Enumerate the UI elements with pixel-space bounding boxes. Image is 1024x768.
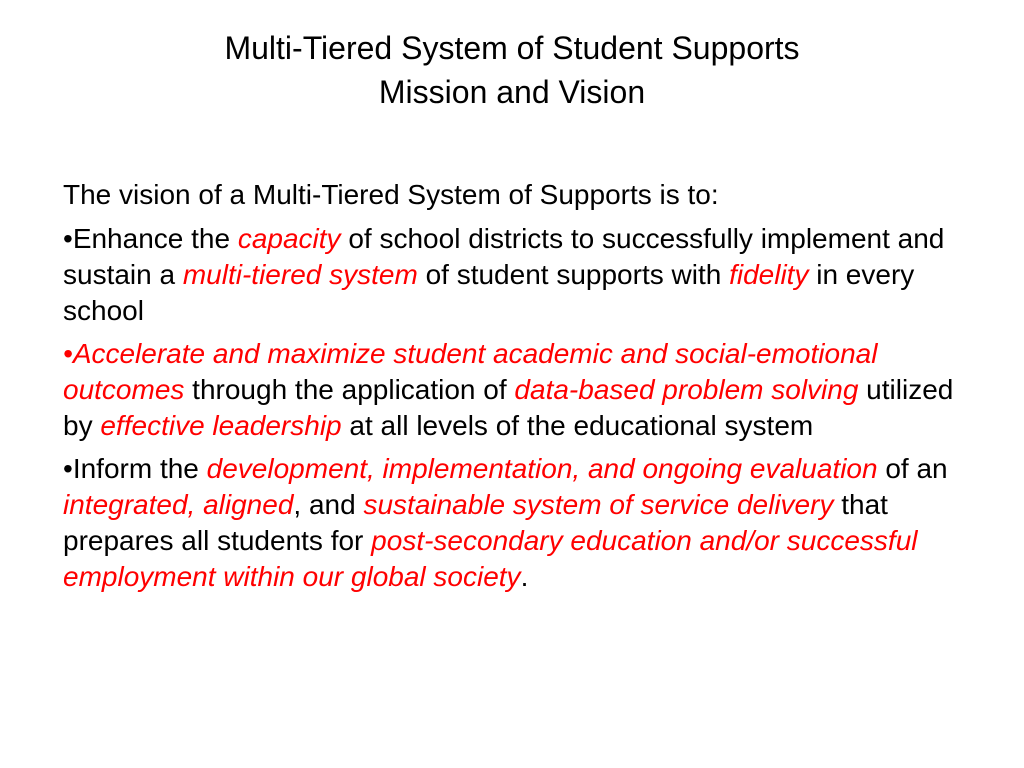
emphasis-text: sustainable system of service delivery [363,489,834,520]
slide-body [63,177,968,602]
bullet-item [63,336,968,444]
intro-text: The vision of a Multi-Tiered System of Supports is to: [63,179,719,210]
bullet-marker: • [63,453,73,484]
emphasis-text: development, implementation, and ongoing evaluation [206,453,878,484]
emphasis-text: effective leadership [100,410,342,441]
text-segment: . [520,561,529,592]
text-segment: , and [293,489,364,520]
text-segment: Inform the [72,453,207,484]
title-line-1: Multi-Tiered System of Student Supports [224,30,800,66]
slide-title [0,26,1024,114]
bullet-marker: • [63,223,73,254]
text-segment: that prepares all students for [63,489,888,556]
bullet-item [63,221,968,329]
bullet-item [63,451,968,595]
emphasis-text: data-based problem solving [514,374,859,405]
title-line-2: Mission and Vision [378,74,646,110]
text-segment: at all levels of the educational system [341,410,814,441]
text-segment: utilized by [63,374,954,441]
emphasis-text: Accelerate and maximize student academic and social-emotional outcomes [63,338,878,405]
emphasis-text: multi-tiered system [182,259,418,290]
text-segment: of an [877,453,948,484]
text-segment: in every school [63,259,915,326]
emphasis-text: integrated, aligned [63,489,294,520]
text-segment: of student supports with [417,259,730,290]
text-segment: Enhance the [72,223,238,254]
emphasis-text: post-secondary education and/or successful employment within our global society [63,525,918,592]
text-segment: of school districts to successfully implement and sustain a [63,223,945,290]
emphasis-text: fidelity [729,259,809,290]
bullet-marker: • [63,338,73,369]
text-segment: through the application of [184,374,515,405]
emphasis-text: capacity [237,223,341,254]
